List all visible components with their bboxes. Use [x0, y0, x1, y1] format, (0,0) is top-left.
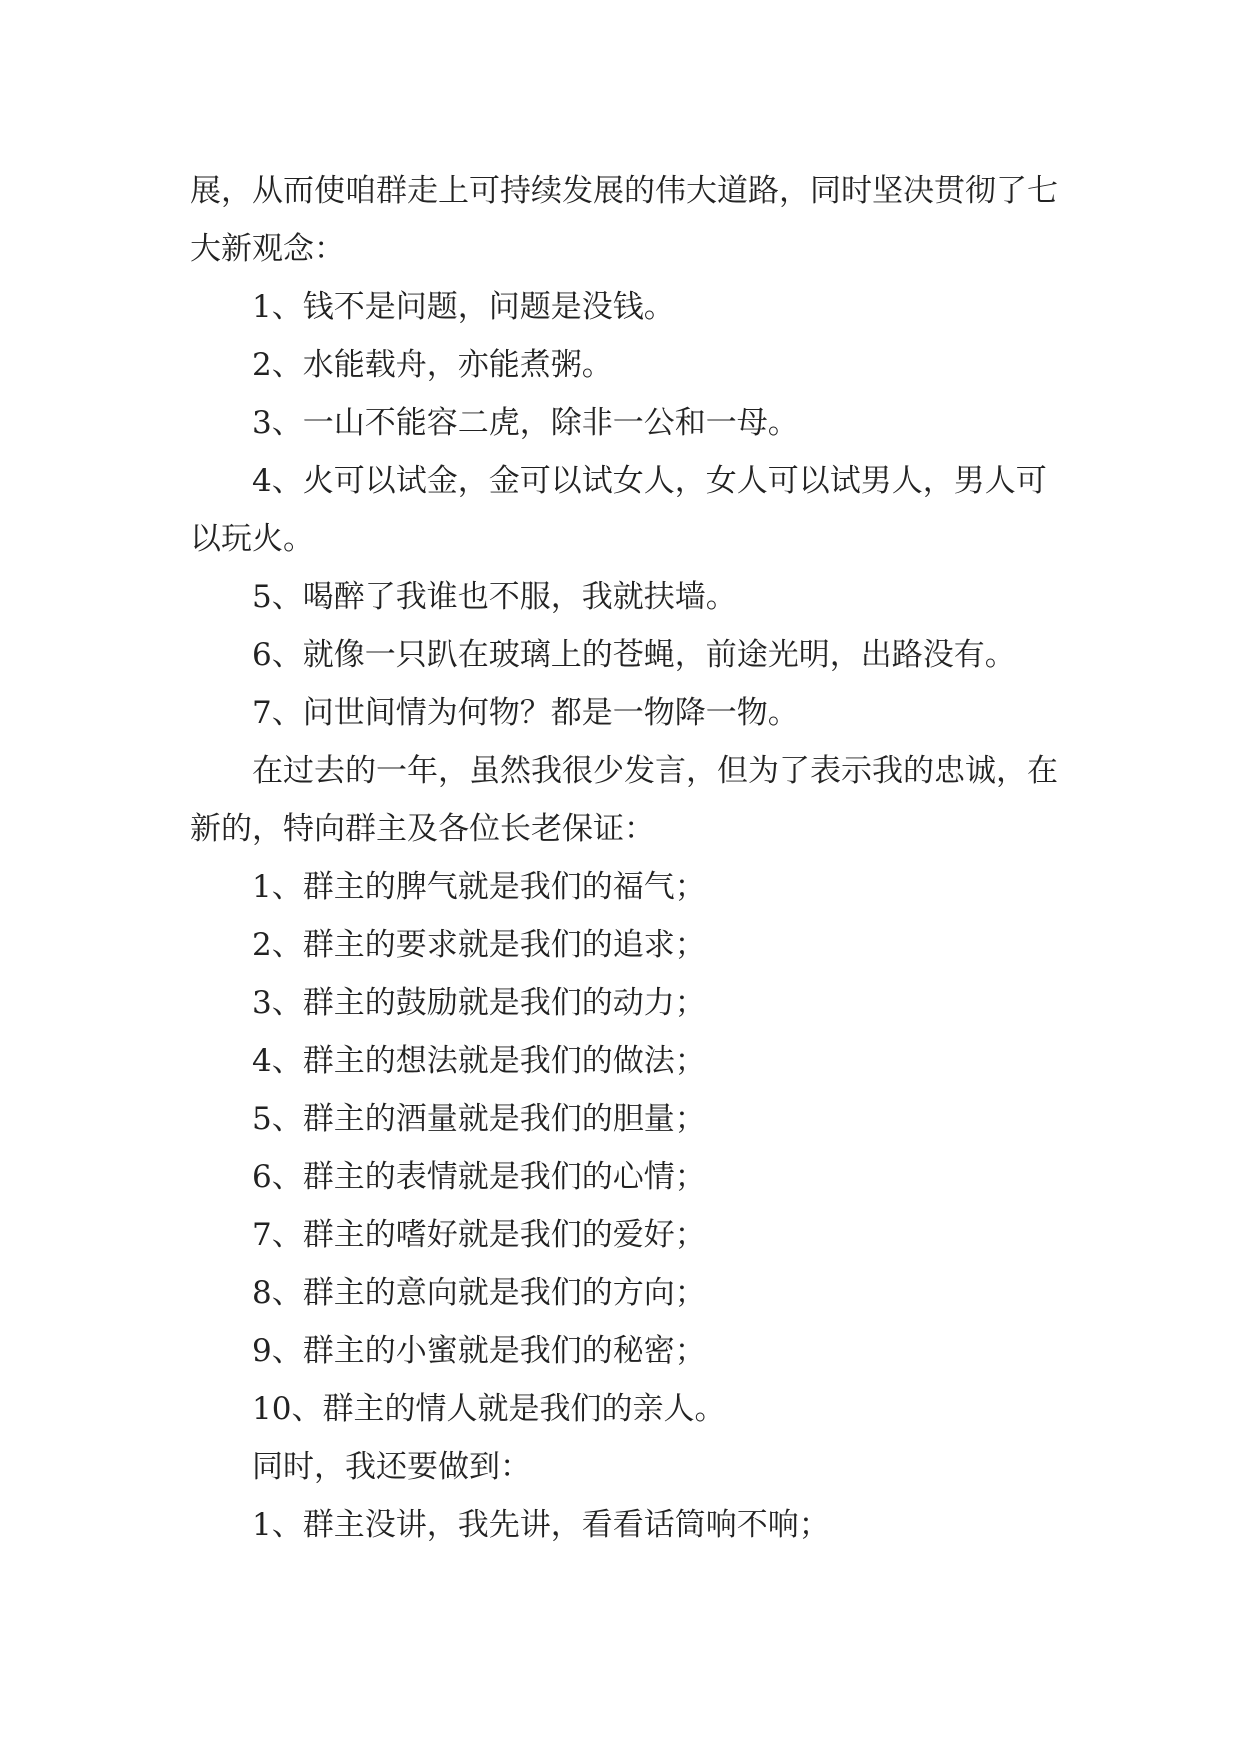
list-item: 3、群主的鼓励就是我们的动力；	[252, 985, 706, 1021]
list-item: 3、一山不能容二虎，除非一公和一母。	[252, 405, 799, 441]
list-item: 1、群主的脾气就是我们的福气；	[252, 869, 706, 905]
list-item: 5、群主的酒量就是我们的胆量；	[252, 1101, 706, 1137]
list-item: 5、喝醉了我谁也不服，我就扶墙。	[252, 579, 737, 615]
paragraph: 展，从而使咱群走上可持续发展的伟大道路，同时坚决贯彻了七大新观念：	[190, 173, 1058, 267]
list-item: 1、钱不是问题，问题是没钱。	[252, 289, 675, 325]
paragraph: 同时，我还要做到：	[252, 1449, 531, 1485]
list-item: 9、群主的小蜜就是我们的秘密；	[252, 1333, 706, 1369]
list-item: 4、群主的想法就是我们的做法；	[252, 1043, 706, 1079]
paragraph: 在过去的一年，虽然我很少发言，但为了表示我的忠诚，在新的，特向群主及各位长老保证：	[190, 753, 1058, 847]
list-item: 1、群主没讲，我先讲，看看话筒响不响；	[252, 1507, 830, 1543]
list-item: 2、水能载舟，亦能煮粥。	[252, 347, 613, 383]
document-body	[190, 162, 1070, 1554]
list-item: 7、问世间情为何物？都是一物降一物。	[252, 695, 799, 731]
list-item: 10、群主的情人就是我们的亲人。	[252, 1391, 726, 1427]
list-item: 4、火可以试金，金可以试女人，女人可以试男人，男人可以玩火。	[190, 463, 1047, 557]
list-item: 2、群主的要求就是我们的追求；	[252, 927, 706, 963]
list-item: 7、群主的嗜好就是我们的爱好；	[252, 1217, 706, 1253]
list-item: 8、群主的意向就是我们的方向；	[252, 1275, 706, 1311]
list-item: 6、就像一只趴在玻璃上的苍蝇，前途光明，出路没有。	[252, 637, 1016, 673]
list-item: 6、群主的表情就是我们的心情；	[252, 1159, 706, 1195]
